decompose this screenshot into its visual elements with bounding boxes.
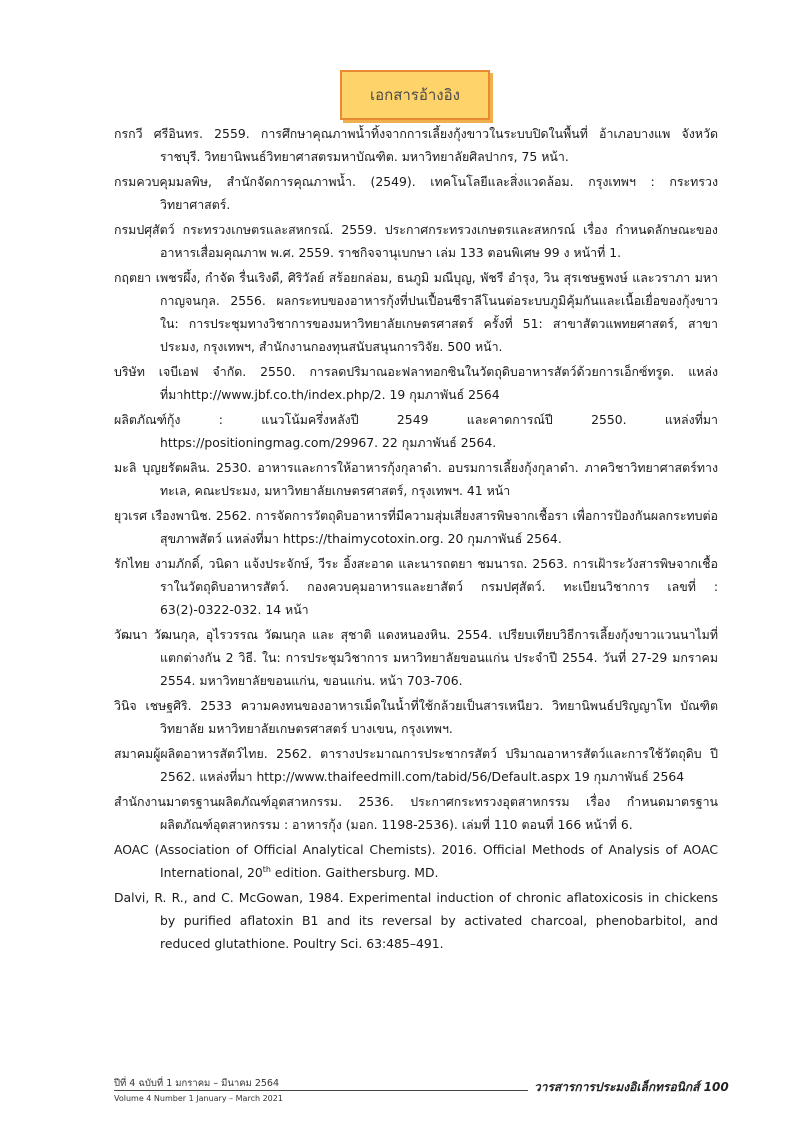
reference-item: สมาคมผู้ผลิตอาหารสัตว์ไทย. 2562. ตารางประมาณการประชากรสัตว์ ปริมาณอาหารสัตว์และการใช้วัตถุดิบ ปี 2562. แหล่งที่มา http://www.thaifeedmill.com/tabid/56/Default.aspx 19 กุมภาพันธ์ 2564 xyxy=(114,746,718,784)
reference-item: ยุวเรศ เรืองพานิช. 2562. การจัดการวัตถุดิบอาหารที่มีความสุ่มเสี่ยงสารพิษจากเชื้อรา เพื่อการป้องกันผลกระทบต่อสุขภาพสัตว์ แหล่งที่มา https://thaimycotoxin.org. 20 กุมภาพันธ์ 2564. xyxy=(114,508,718,546)
reference-item: รักไทย งามภักดิ์, วนิดา แจ้งประจักษ์, วีระ อิ้งสะอาด และนารถตยา ชมนารถ. 2563. การเฝ้าระวังสารพิษจากเชื้อราในวัตถุดิบอาหารสัตว์. กองควบคุมอาหารและยาสัตว์ กรมปศุสัตว์. ทะเบียนวิชาการ เลขที่ : 63(2)-0322-032. 14 หน้า xyxy=(114,556,718,617)
reference-item: สำนักงานมาตรฐานผลิตภัณฑ์อุตสาหกรรม. 2536. ประกาศกระทรวงอุตสาหกรรม เรื่อง กำหนดมาตรฐานผลิตภัณฑ์อุตสาหกรรม : อาหารกุ้ง (มอก. 1198-2536). เล่มที่ 110 ตอนที่ 166 หน้าที่ 6. xyxy=(114,794,718,832)
reference-item: มะลิ บุญยรัตผลิน. 2530. อาหารและการให้อาหารกุ้งกุลาดำ. อบรมการเลี้ยงกุ้งกุลาดำ. ภาควิชาวิทยาศาสตร์ทางทะเล, คณะประมง, มหาวิทยาลัยเกษตรศาสตร์, กรุงเทพฯ. 41 หน้า xyxy=(114,460,718,498)
reference-item: วัฒนา วัฒนกุล, อุไรวรรณ วัฒนกุล และ สุชาติ แดงหนองหิน. 2554. เปรียบเทียบวิธีการเลี้ยงกุ้งขาวแวนนาไมที่แตกต่างกัน 2 วิธี. ใน: การประชุมวิชาการ มหาวิทยาลัยขอนแก่น ประจำปี 2554. วันที่ 27-29 มกราคม 2554. มหาวิทยาลัยขอนแก่น, ขอนแก่น. หน้า 703-706. xyxy=(114,627,718,688)
reference-item: บริษัท เจบีเอฟ จำกัด. 2550. การลดปริมาณอะฟลาทอกซินในวัตถุดิบอาหารสัตว์ด้วยการเอ็กซ์ทรูด. แหล่งที่มาhttp://www.jbf.co.th/index.php/2. 19 กุมภาพันธ์ 2564 xyxy=(114,364,718,402)
footer-issue-thai: ปีที่ 4 ฉบับที่ 1 มกราคม – มีนาคม 2564 xyxy=(114,1078,280,1089)
aoac-tail: edition. Gaithersburg. MD. xyxy=(270,865,439,880)
reference-item-aoac xyxy=(114,838,718,884)
aoac-text: AOAC (Association of Official Analytical Chemists). 2016. Official Methods of Analysis of AOAC International, 20 xyxy=(114,842,718,880)
reference-item: ผลิตภัณฑ์กุ้ง : แนวโน้มครึ่งหลังปี 2549 และคาดการณ์ปี 2550. แหล่งที่มา https://positioningmag.com/29967. 22 กุมภาพันธ์ 2564. xyxy=(114,412,718,450)
reference-item: กรกวี ศรีอินทร. 2559. การศึกษาคุณภาพน้ำทิ้งจากการเลี้ยงกุ้งขาวในระบบปิดในพื้นที่ อ้าเภอบางแพ จังหวัดราชบุรี. วิทยานิพนธ์วิทยาศาสตรมหาบัณฑิต. มหาวิทยาลัยศิลปากร, 75 หน้า. xyxy=(114,126,718,164)
reference-item: กฤตยา เพชรผึ้ง, กำจัด รื่นเริงดี, ศิริวัลย์ สร้อยกล่อม, ธนภูมิ มณีบุญ, พัชรี อำรุง, วิน สุรเชษฐพงษ์ และวราภา มหากาญจนกุล. 2556. ผลกระทบของอาหารกุ้งที่ปนเปื้อนซีราลีโนนต่อระบบภูมิคุ้มกันและเนื้อเยื่อของกุ้งขาว ใน: การประชุมทางวิชาการของมหาวิทยาลัยเกษตรศาสตร์ ครั้งที่ 51: สาขาสัตวแพทยศาสตร์, สาขาประมง, กรุงเทพฯ, สำนักงานกองทุนสนับสนุนการวิจัย. 500 หน้า. xyxy=(114,270,718,354)
reference-item: วินิจ เชษฐศิริ. 2533 ความคงทนของอาหารเม็ดในน้ำที่ใช้กล้วยเป็นสารเหนียว. วิทยานิพนธ์ปริญญาโท บัณฑิตวิทยาลัย มหาวิทยาลัยเกษตรศาสตร์ บางเขน, กรุงเทพฯ. xyxy=(114,698,718,736)
aoac-superscript: th xyxy=(262,864,271,874)
footer-divider xyxy=(114,1090,528,1091)
reference-list xyxy=(114,122,718,957)
reference-item: Dalvi, R. R., and C. McGowan, 1984. Experimental induction of chronic aflatoxicosis in chickens by purified aflatoxin B1 and its reversal by activated charcoal, phenobarbitol, and reduced glutathione. Poultry Sci. 63:485–491. xyxy=(114,890,718,951)
footer-journal xyxy=(534,1078,729,1097)
section-title-box xyxy=(340,70,490,120)
page-number: 100 xyxy=(703,1080,729,1094)
reference-item: กรมควบคุมมลพิษ, สำนักจัดการคุณภาพน้ำ. (2549). เทคโนโลยีและสิ่งแวดล้อม. กรุงเทพฯ : กระทรวงวิทยาศาสตร์. xyxy=(114,174,718,212)
reference-item: กรมปศุสัตว์ กระทรวงเกษตรและสหกรณ์. 2559. ประกาศกระทรวงเกษตรและสหกรณ์ เรื่อง กำหนดลักษณะของอาหารเสื่อมคุณภาพ พ.ศ. 2559. ราชกิจจานุเบกษา เล่ม 133 ตอนพิเศษ 99 ง หน้าที่ 1. xyxy=(114,222,718,260)
section-title: เอกสารอ้างอิง xyxy=(370,86,460,104)
footer-issue-english: Volume 4 Number 1 January – March 2021 xyxy=(114,1094,283,1103)
journal-name: วารสารการประมงอิเล็กทรอนิกส์ xyxy=(534,1080,700,1094)
